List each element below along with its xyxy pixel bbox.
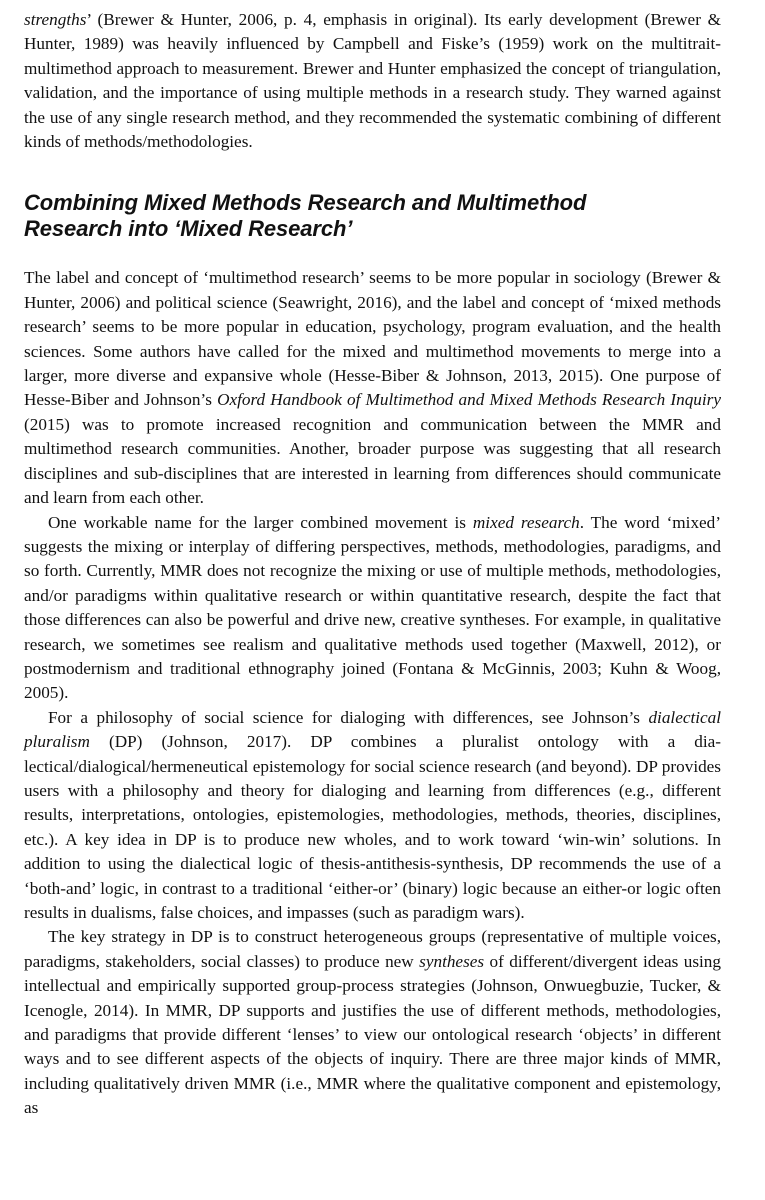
body-paragraph-1: [24, 266, 721, 510]
paragraph-3-run-0: For a philosophy of social science for dialoging with differences, see Johnson’s: [48, 707, 649, 727]
intro-run-1: ’ (Brewer & Hunter, 2006, p. 4, emphasis in original). Its early development (Brewer & Hunter, 1989) was heavily influenced by Campbell and Fiske’s (1959) work on the multitrait-multimethod approach to measurement. Brewer and Hunter emphasized the concept of triangulation, validation, and the importance of using multiple methods in a research study. They warned against the use of any single research method, and they recommended the systematic combining of different kinds of methods/methodologies.: [24, 10, 721, 152]
paragraph-4-run-1: syntheses: [419, 951, 485, 971]
paragraph-4-run-2: of different/divergent ideas using intellectual and empirically supported group-process strategies (Johnson, Onwuegbuzie, Tucker, & Icenogle, 2014). In MMR, DP supports and justifies the use of different methods, methodologies, and paradigms that provide different ‘lenses’ to view our ontological research ‘objects’ in different ways and to see different aspects of the objects of inquiry. There are three major kinds of MMR, including qualitatively driven MMR (i.e., MMR where the qualitative component and epistemology, as: [24, 951, 721, 1118]
paragraph-4-run-0: The key strategy in DP is to construct heterogeneous groups (representative of multiple voices, paradigms, stakeholders, social classes) to produce new: [24, 927, 721, 971]
intro-paragraph: [24, 8, 721, 154]
paragraph-1-run-2: (2015) was to promote increased recognition and communication between the MMR and multimethod research communities. Another, broader purpose was suggesting that all research disciplines and sub-disciplines that are interested in learning from differences should communicate and learn from each other.: [24, 414, 721, 508]
paragraph-1-run-1: Oxford Handbook of Multimethod and Mixed Methods Research Inquiry: [217, 390, 721, 410]
body-paragraph-3: [24, 706, 721, 926]
section-heading: [24, 190, 721, 242]
section-heading-line-2: Research into ‘Mixed Research’: [24, 216, 353, 242]
paragraph-2-run-0: One workable name for the larger combined movement is: [48, 512, 473, 532]
body-paragraph-4: [24, 925, 721, 1120]
intro-run-0: strengths: [24, 10, 87, 29]
paragraph-3-run-2: (DP) (Johnson, 2017). DP combines a pluralist ontology with a dialectical/dialogical/hermeneutical epistemology for social science research (and beyond). DP provides users with a philosophy and theory for dialoging and learning from differences (e.g., different results, interpretations, ontologies, epistemologies, methodologies, methods, theories, disciplines, etc.). A key idea in DP is to produce new wholes, and to work toward ‘win-win’ solutions. In addition to using the dialectical logic of thesis-antithesis-synthesis, DP recommends the use of a ‘both-and’ logic, in contrast to a traditional ‘either-or’ (binary) logic because an either-or logic often results in dualisms, false choices, and impasses (such as paradigm wars).: [24, 732, 721, 922]
paragraph-2-run-1: mixed research: [472, 512, 580, 532]
section-heading-line-1: Combining Mixed Methods Research and Multimethod: [24, 190, 587, 216]
paragraph-1-run-0: The label and concept of ‘multimethod research’ seems to be more popular in sociology (Brewer & Hunter, 2006) and political science (Seawright, 2016), and the label and concept of ‘mixed methods research’ seems to be more popular in education, psychology, program evaluation, and the health sciences. Some authors have called for the mixed and multimethod movements to merge into a larger, more diverse and expansive whole (Hesse-Biber & Johnson, 2013, 2015). One purpose of Hesse-Biber and Johnson’s: [24, 268, 721, 410]
paragraph-2-run-2: . The word ‘mixed’ suggests the mixing or interplay of differing perspectives, methods, methodologies, paradigms, and so forth. Currently, MMR does not recognize the mixing or use of multiple methods, methodologies, and/or paradigms within qualitative research or within quantitative research, despite the fact that those differences can also be powerful and drive new, creative syntheses. For example, in qualitative research, we sometimes see realism and qualitative methods used together (Maxwell, 2012), or postmodernism and traditional ethnography joined (Fontana & McGinnis, 2003; Kuhn & Woog, 2005).: [24, 512, 721, 703]
paragraph-3-run-1: dialectical pluralism: [24, 707, 721, 752]
body-paragraph-2: [24, 511, 721, 706]
